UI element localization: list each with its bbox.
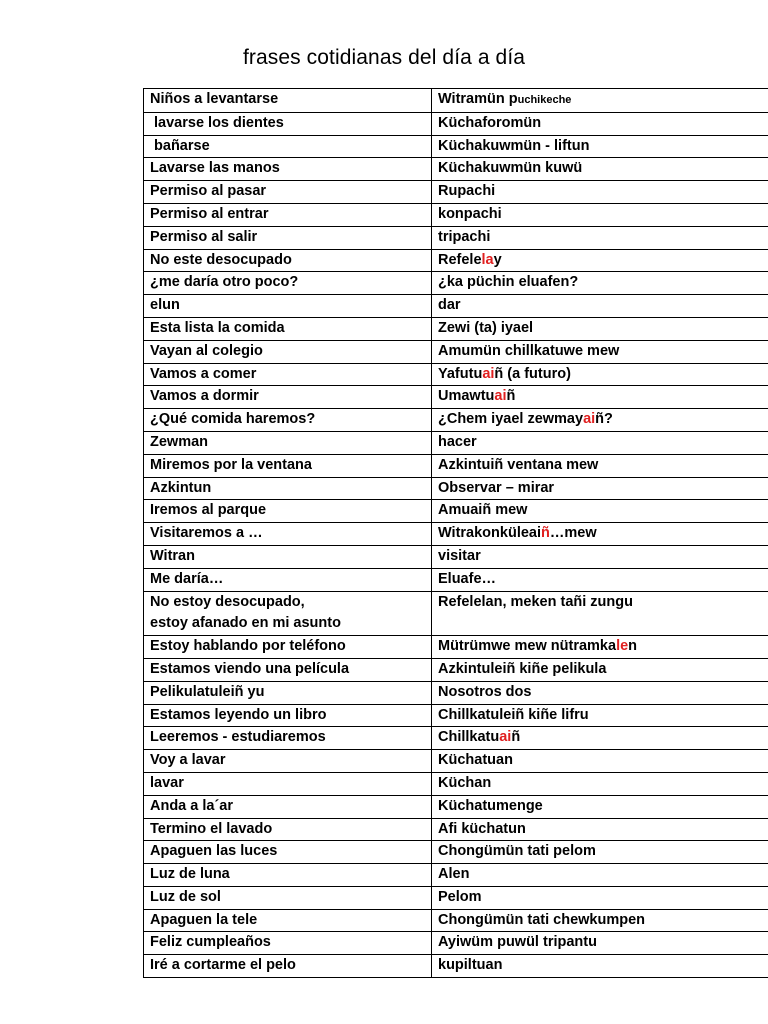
spanish-phrase-cell: Iré a cortarme el pelo [144,955,432,978]
phrase-segment: Küchatumenge [438,797,543,814]
highlighted-segment: ai [494,388,507,405]
mapudungun-phrase-cell [432,317,768,340]
mapudungun-phrase-cell [432,636,768,659]
phrase-segment: Mütrümwe mew nütramka [438,638,617,655]
spanish-phrase-cell: Lavarse las manos [144,158,432,181]
highlighted-segment: ai [499,729,512,746]
phrase-segment: Küchaforomün [438,114,542,131]
phrase-segment: ñ? [595,411,613,428]
highlighted-segment: le [616,638,629,655]
mapudungun-phrase-cell [432,135,768,158]
phrase-segment: tripachi [438,228,491,245]
mapudungun-phrase-cell [432,591,768,636]
spanish-phrase-cell: lavar [144,772,432,795]
table-row [144,772,768,795]
phrase-segment: dar [438,297,461,314]
mapudungun-phrase-cell [432,158,768,181]
table-row [144,363,768,386]
spanish-phrase-cell: Feliz cumpleaños [144,932,432,955]
spanish-phrase-cell: Anda a la´ar [144,795,432,818]
phrase-segment: Amuaiñ mew [438,502,528,519]
table-row [144,317,768,340]
highlighted-segment: ai [482,365,495,382]
table-row [144,545,768,568]
phrase-segment: Chongümün tati chewkumpen [438,911,646,928]
phrase-segment: konpachi [438,205,502,222]
spanish-phrase-cell: Apaguen la tele [144,909,432,932]
spanish-phrase-cell: ¿me daría otro poco? [144,272,432,295]
phrase-segment: Witrakonküleai [438,525,542,542]
phrase-segment: Küchan [438,774,492,791]
spanish-phrase-cell: Termino el lavado [144,818,432,841]
phrase-segment: ñ [511,729,521,746]
spanish-phrase-cell: Me daría… [144,568,432,591]
table-row [144,249,768,272]
table-row [144,795,768,818]
mapudungun-phrase-cell [432,295,768,318]
spanish-phrase-cell: bañarse [144,135,432,158]
table-row [144,295,768,318]
phrase-segment: Azkintuiñ ventana mew [438,456,599,473]
mapudungun-phrase-cell [432,818,768,841]
phrase-segment: Ayiwüm puwül tripantu [438,934,597,951]
mapudungun-phrase-cell [432,772,768,795]
spanish-phrase-cell: Leeremos - estudiaremos [144,727,432,750]
phrase-segment: hacer [438,433,477,450]
spanish-phrase-cell: Vamos a comer [144,363,432,386]
table-row [144,658,768,681]
mapudungun-phrase-cell [432,500,768,523]
phrase-segment: Azkintuleiñ kiñe pelikula [438,660,607,677]
table-row [144,886,768,909]
table-row [144,818,768,841]
table-row [144,181,768,204]
phrase-segment: Witramün p [438,91,518,107]
phrase-segment: Küchakuwmün - liftun [438,137,590,154]
spanish-phrase-cell: Visitaremos a … [144,523,432,546]
mapudungun-phrase-cell [432,272,768,295]
highlighted-segment: ai [583,411,596,428]
phrase-segment: ¿ka püchin eluafen? [438,274,579,291]
phrase-segment: y [493,251,502,268]
phrase-segment: Umawtu [438,388,495,405]
mapudungun-phrase-cell [432,864,768,887]
mapudungun-phrase-cell [432,955,768,978]
phrase-segment: ñ (a futuro) [494,365,571,382]
table-row [144,226,768,249]
mapudungun-phrase-cell [432,795,768,818]
phrase-segment: Refelelan, meken tañi zungu [438,593,633,610]
phrase-segment: Rupachi [438,183,496,200]
highlighted-segment: ñ [541,525,550,542]
mapudungun-phrase-cell [432,681,768,704]
table-row [144,636,768,659]
spanish-phrase-cell: Niños a levantarse [144,89,432,113]
phrase-segment: kupiltuan [438,957,503,974]
spanish-phrase-cell: Esta lista la comida [144,317,432,340]
phrase-segment: Amumün chillkatuwe mew [438,342,620,359]
spanish-phrase-cell: Miremos por la ventana [144,454,432,477]
mapudungun-phrase-cell [432,386,768,409]
spanish-phrase-cell: Luz de sol [144,886,432,909]
table-row [144,591,768,636]
phrase-segment: …mew [549,525,597,542]
spanish-phrase-cell: Zewman [144,431,432,454]
mapudungun-phrase-cell [432,545,768,568]
mapudungun-phrase-cell [432,340,768,363]
table-row [144,523,768,546]
table-row [144,841,768,864]
spanish-phrase-cell: Voy a lavar [144,750,432,773]
mapudungun-phrase-cell [432,841,768,864]
mapudungun-phrase-cell [432,112,768,135]
phrase-segment: ¿Chem iyael zewmay [438,411,584,428]
phrase-segment: Zewi (ta) iyael [438,319,534,336]
table-row [144,272,768,295]
phrase-segment: ñ [506,388,516,405]
phrase-segment: visitar [438,547,481,564]
mapudungun-phrase-cell [432,704,768,727]
phrase-segment: Pelom [438,888,482,905]
table-row [144,112,768,135]
table-row [144,135,768,158]
table-row [144,386,768,409]
mapudungun-phrase-cell [432,523,768,546]
mapudungun-phrase-cell [432,454,768,477]
phrase-segment: Alen [438,866,470,883]
mapudungun-phrase-cell [432,249,768,272]
spanish-phrase-cell: Permiso al salir [144,226,432,249]
table-row [144,477,768,500]
phrase-segment: Eluafe… [438,570,497,587]
spanish-phrase-cell: Azkintun [144,477,432,500]
mapudungun-phrase-cell [432,909,768,932]
table-row [144,704,768,727]
table-row [144,955,768,978]
phrase-segment: Refele [438,251,482,268]
mapudungun-phrase-cell [432,431,768,454]
mapudungun-phrase-cell [432,568,768,591]
phrase-table-body [144,89,768,978]
spanish-phrase-cell: Apaguen las luces [144,841,432,864]
table-row [144,909,768,932]
mapudungun-phrase-cell [432,750,768,773]
spanish-phrase-cell: No este desocupado [144,249,432,272]
mapudungun-phrase-cell [432,727,768,750]
table-row [144,89,768,113]
page-title: frases cotidianas del día a día [242,46,526,69]
phrase-segment: uchikeche [517,94,572,106]
highlighted-segment: la [481,251,494,268]
spanish-phrase-cell: Luz de luna [144,864,432,887]
mapudungun-phrase-cell [432,658,768,681]
table-row [144,727,768,750]
phrase-segment: Küchakuwmün kuwü [438,160,583,177]
phrase-segment: Küchatuan [438,752,513,769]
phrase-segment: Nosotros dos [438,683,532,700]
spanish-phrase-cell: Vayan al colegio [144,340,432,363]
phrase-segment: Chillkatuleiñ kiñe lifru [438,706,589,723]
spanish-phrase-cell: Estamos viendo una película [144,658,432,681]
table-row [144,454,768,477]
table-row [144,500,768,523]
table-row [144,864,768,887]
table-row [144,750,768,773]
phrase-segment: n [628,638,638,655]
spanish-phrase-cell: Permiso al entrar [144,203,432,226]
spanish-phrase-cell: Pelikulatuleiñ yu [144,681,432,704]
table-row [144,681,768,704]
phrase-segment: Chillkatu [438,729,500,746]
mapudungun-phrase-cell [432,181,768,204]
spanish-phrase-cell: elun [144,295,432,318]
table-row [144,203,768,226]
table-row [144,158,768,181]
mapudungun-phrase-cell [432,409,768,432]
table-row [144,409,768,432]
phrase-segment: Yafutu [438,365,483,382]
phrase-segment: Afi küchatun [438,820,526,837]
spanish-phrase-cell: Permiso al pasar [144,181,432,204]
phrase-segment: Observar – mirar [438,479,555,496]
table-row [144,431,768,454]
spanish-phrase-cell: lavarse los dientes [144,112,432,135]
spanish-phrase-cell: Iremos al parque [144,500,432,523]
mapudungun-phrase-cell [432,886,768,909]
spanish-phrase-cell: No estoy desocupado, estoy afanado en mi asunto [144,591,432,636]
phrase-table [143,88,768,978]
spanish-phrase-cell: Vamos a dormir [144,386,432,409]
table-row [144,568,768,591]
phrase-segment: Chongümün tati pelom [438,843,596,860]
mapudungun-phrase-cell [432,226,768,249]
table-row [144,932,768,955]
spanish-phrase-cell: Estoy hablando por teléfono [144,636,432,659]
mapudungun-phrase-cell [432,363,768,386]
mapudungun-phrase-cell [432,477,768,500]
spanish-phrase-cell: Witran [144,545,432,568]
mapudungun-phrase-cell [432,932,768,955]
spanish-phrase-cell: Estamos leyendo un libro [144,704,432,727]
mapudungun-phrase-cell [432,203,768,226]
mapudungun-phrase-cell [432,89,768,113]
table-row [144,340,768,363]
spanish-phrase-cell: ¿Qué comida haremos? [144,409,432,432]
